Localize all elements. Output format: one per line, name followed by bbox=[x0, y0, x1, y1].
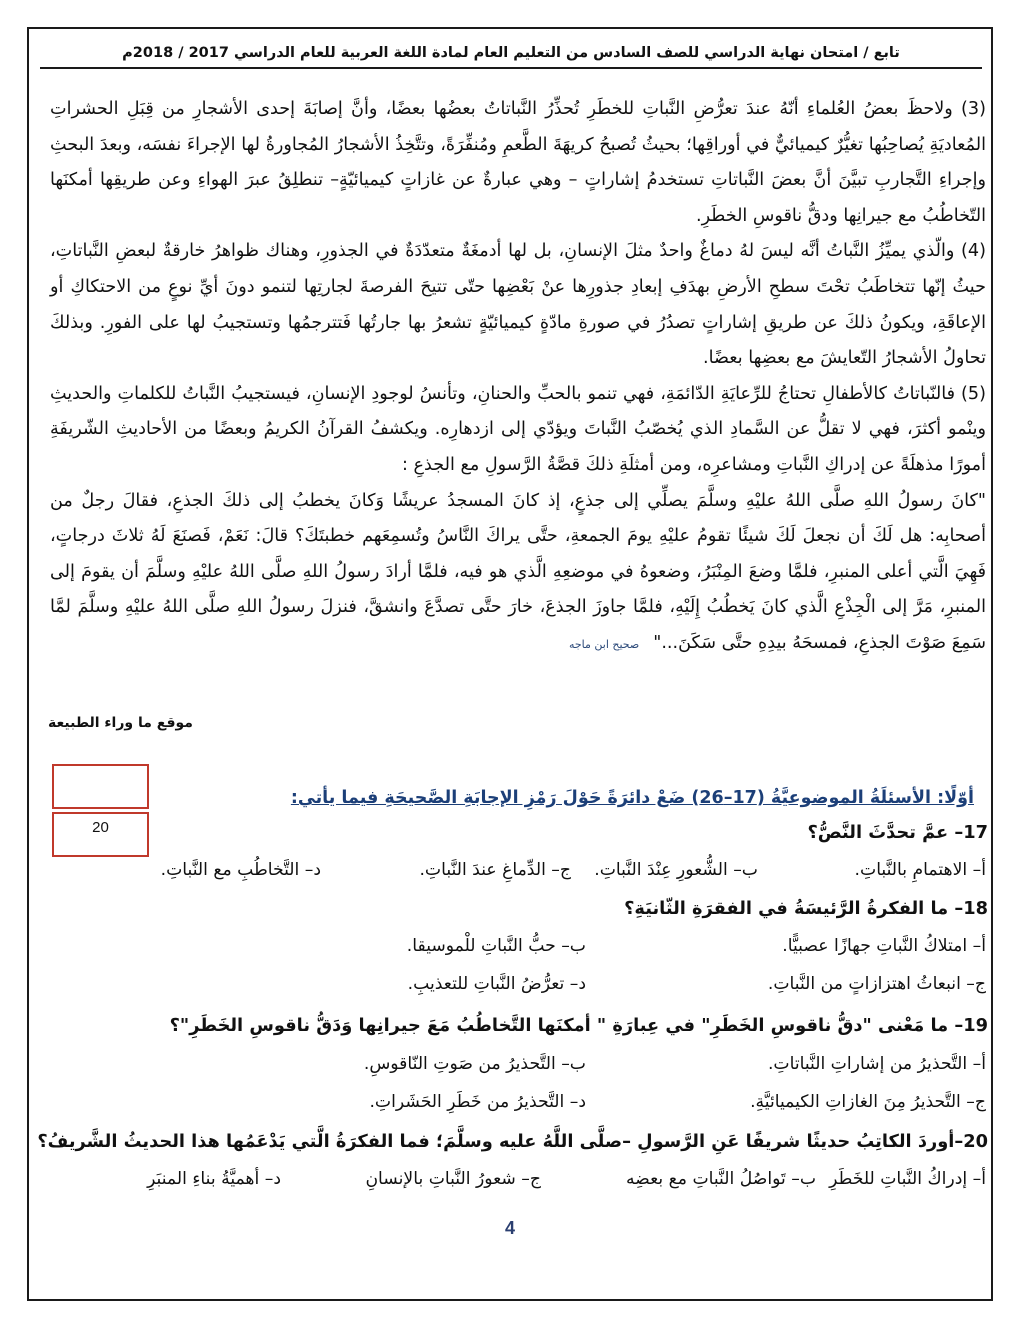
paragraph-4: (4) والّذي يميِّزُ النَّباتُ أنَّه ليسَ لهُ دماغٌ واحدٌ مثلَ الإنسانِ، بل لها أدمغَةٌ متعدّدَةٌ في الجذورِ، وهناك ظواهرُ خارقةٌ لبعضِ النَّباتاتِ، حيثُ إنّها تتخاطَبُ تحْتَ سطحِ الأرضِ بهدَفِ إبعادِ جذورِها عنْ بَعْضِها حتّى تتيحَ الفرصةَ لجارتِها لتنمو دونَ أيِّ نوعٍ من الاحتكاكِ أو الإعاقَةِ، ويكونُ ذلكَ عن طريقِ إشاراتٍ تصدُرُ في صورةِ مادّةٍ كيميائيّةٍ تشعرُ بها جارتُها فَتترجمُها وتستجيبُ لها على الفورِ. وبذلكَ تحاولُ الأشجارُ التّعايشَ مع بعضِها بعضًا. bbox=[50, 241, 986, 369]
question-18-options-row2 bbox=[60, 974, 986, 1004]
question-17-options bbox=[60, 860, 986, 890]
option-d[interactable]: د– تعرُّضُ النَّباتِ للتعذيبِ. bbox=[407, 974, 586, 994]
hadith-text: "كانَ رسولُ اللهِ صلَّى اللهُ عليْهِ وسلَّمَ يصلِّي إلى جذعٍ، إذ كانَ المسجدُ عريشًا وَكانَ يخطبُ إلى ذلكَ الجذعِ، فقالَ رجلٌ من أصحابِه: هل لَكَ أن نجعلَ لَكَ شيئًا تقومُ عليْهِ يومَ الجمعةِ، حتَّى يراكَ النَّاسُ وتُسمِعَهم خطبتَكَ؟ قالَ: نَعَمْ، فَصنَعَ لَهُ ثلاثَ درجاتٍ، فَهِيَ الَّتي أعلى المنبرِ، فلمَّا وضعَ المِنْبَرُ، وضعوهُ في موضعِهِ الَّذي هو فيه، فلمَّا أرادَ رسولُ اللهِ صلَّى اللهُ عليْهِ وسلَّمَ أن يقومَ إلى المنبرِ، مَرَّ إلى الْجِذْعِ الَّذي كانَ يَخطُبُ إِلَيْهِ، فلمَّا جاوزَ الجذعَ، خارَ حتَّى تصدَّعَ وانشقَّ، فنزلَ رسولُ اللهِ صلَّى اللهُ عليْهِ وسلَّمَ لمَّا سَمِعَ صَوْتَ الجذعِ، فمسحَهُ بيدِهِ حتَّى سَكَنَ..." bbox=[50, 490, 986, 653]
question-19-options bbox=[60, 1054, 986, 1084]
option-c[interactable]: ج– انبعاثُ اهتزازاتٍ من النَّباتِ. bbox=[767, 974, 986, 994]
option-a[interactable]: أ– التَّحذيرُ من إشاراتِ النَّباتاتِ. bbox=[767, 1054, 986, 1074]
paragraph-5: (5) فالنّباتاتُ كالأطفالِ تحتاجُ للرِّعايَةِ الدّائمَةِ، فهي تنمو بالحبِّ والحنانِ، وتأنسُ لوجودِ الإنسانِ، فيستجيبُ النَّباتُ للكلماتِ والحديثِ وينْمو أكثرَ، فهي لا تقلُّ عن السَّمادِ الذي يُخصّبُ النَّباتَ ويؤدّي إلى ازدهارِه. ويكشفُ القرآنُ الكريمُ وبعضًا من الأحاديثِ الشّريفَةِ أمورًا مذهلَةً عن إدراكِ النَّباتِ ومشاعرِه، ومن أمثلَةِ ذلكَ قصَّةُ الرَّسولِ مع الجذعِ : bbox=[50, 383, 986, 475]
option-a[interactable]: أ– امتلاكُ النَّباتِ جهازًا عصبيًّا. bbox=[782, 936, 986, 956]
option-d[interactable]: د– أهميَّةُ بناءِ المنبَرِ bbox=[147, 1169, 281, 1189]
question-20: 20–أوردَ الكاتِبُ حديثًا شريفًا عَنِ الرَّسولِ –صلَّى اللَّهُ عليه وسلَّمَ؛ فما الفكرَةُ الَّتي يَدْعَمُها هذا الحديثُ الشَّريفُ؟ bbox=[37, 1131, 988, 1152]
option-d[interactable]: د– التَّحذيرُ من خَطَرِ الحَشَراتِ. bbox=[369, 1092, 586, 1112]
hadith-quote bbox=[50, 484, 986, 663]
question-17: 17– عمَّ تحدَّثَ النَّصُّ؟ bbox=[807, 822, 988, 843]
question-19-options-row2 bbox=[60, 1092, 986, 1122]
option-c[interactable]: ج– شعورُ النَّباتِ بالإنسانِ bbox=[365, 1169, 541, 1189]
option-a[interactable]: أ– إدراكُ النَّباتِ للخَطَرِ bbox=[829, 1169, 986, 1189]
option-d[interactable]: د– التَّخاطُبِ مع النَّباتِ. bbox=[160, 860, 321, 880]
reading-passage bbox=[50, 92, 986, 663]
score-box-empty bbox=[52, 764, 149, 809]
section-title: أوّلًا: الأسئلَةُ الموضوعيَّةُ (17–26) ضَعْ دائرَةً حَوْلَ رَمْزِ الإجابَةِ الصَّحيحَةِ فيما يأتي: bbox=[290, 788, 974, 808]
question-18: 18– ما الفكرةُ الرَّئيسَةُ في الفقرَةِ الثّانيَةِ؟ bbox=[624, 898, 988, 919]
option-a[interactable]: أ– الاهتمامِ بالنَّباتِ. bbox=[854, 860, 986, 880]
score-box-total: 20 bbox=[52, 812, 149, 857]
option-c[interactable]: ج– التَّحذيرُ مِنَ الغازاتِ الكيميائيَّةِ. bbox=[750, 1092, 986, 1112]
option-b[interactable]: ب– التَّحذيرُ من صَوتِ النّاقوسِ. bbox=[363, 1054, 586, 1074]
hadith-reference: صحيح ابن ماجه bbox=[568, 637, 640, 651]
page-number: 4 bbox=[504, 1218, 515, 1238]
source-note: موقع ما وراء الطبيعة bbox=[48, 715, 193, 731]
paragraph-3: (3) ولاحظَ بعضُ العُلماءِ أنّهُ عندَ تعرُّضِ النَّباتِ للخطَرِ تُحذِّرُ النَّباتاتُ بعضُها بعضًا، وأنَّ إصابَةَ إحدى الأشجارِ من قِبَلِ الحشراتِ المُعاديَةِ يُصاحِبُها تغيُّرٌ كيميائيٌّ في أوراقِها؛ بحيثُ تُصبحُ كريهَةَ الطَّعمِ ومُنفِّرَةً، وتتَّخِذُ الأشجارُ المُجاورةُ لها الإجراءَ نفسَه، وبعدَ البحثِ وإجراءِ التَّجاربِ تبيَّنَ أنَّ بعضَ النَّباتاتِ تستخدمُ إشاراتٍ – وهي عبارةٌ عن غازاتٍ كيميائيّةٍ– تنطلِقُ عبرَ الهواءِ وعن طريقِها أمكنَها التّخاطُبُ مع جيرانِها ودقُّ ناقوسِ الخطَرِ. bbox=[50, 99, 986, 226]
option-b[interactable]: ب– الشُّعورِ عِنْدَ النَّباتِ. bbox=[594, 860, 758, 880]
option-c[interactable]: ج– الدِّماغِ عندَ النَّباتِ. bbox=[419, 860, 571, 880]
option-b[interactable]: ب– حبُّ النَّباتِ للْموسيقا. bbox=[406, 936, 586, 956]
question-20-options bbox=[60, 1169, 986, 1199]
question-18-options bbox=[60, 936, 986, 966]
option-b[interactable]: ب– تَواصُلُ النَّباتِ مع بعضِه bbox=[625, 1169, 816, 1189]
exam-header: تابع / امتحان نهاية الدراسي للصف السادس من التعليم العام لمادة اللغة العربية للعام الدراسي 2017 / 2018م bbox=[40, 42, 982, 69]
question-19: 19– ما مَعْنى "دقُّ ناقوسِ الخَطَرِ" في عِبارَةِ " أمكنَها التَّخاطُبُ مَعَ جيرانِها وَدَقُّ ناقوسِ الخَطَرِ"؟ bbox=[169, 1015, 988, 1036]
